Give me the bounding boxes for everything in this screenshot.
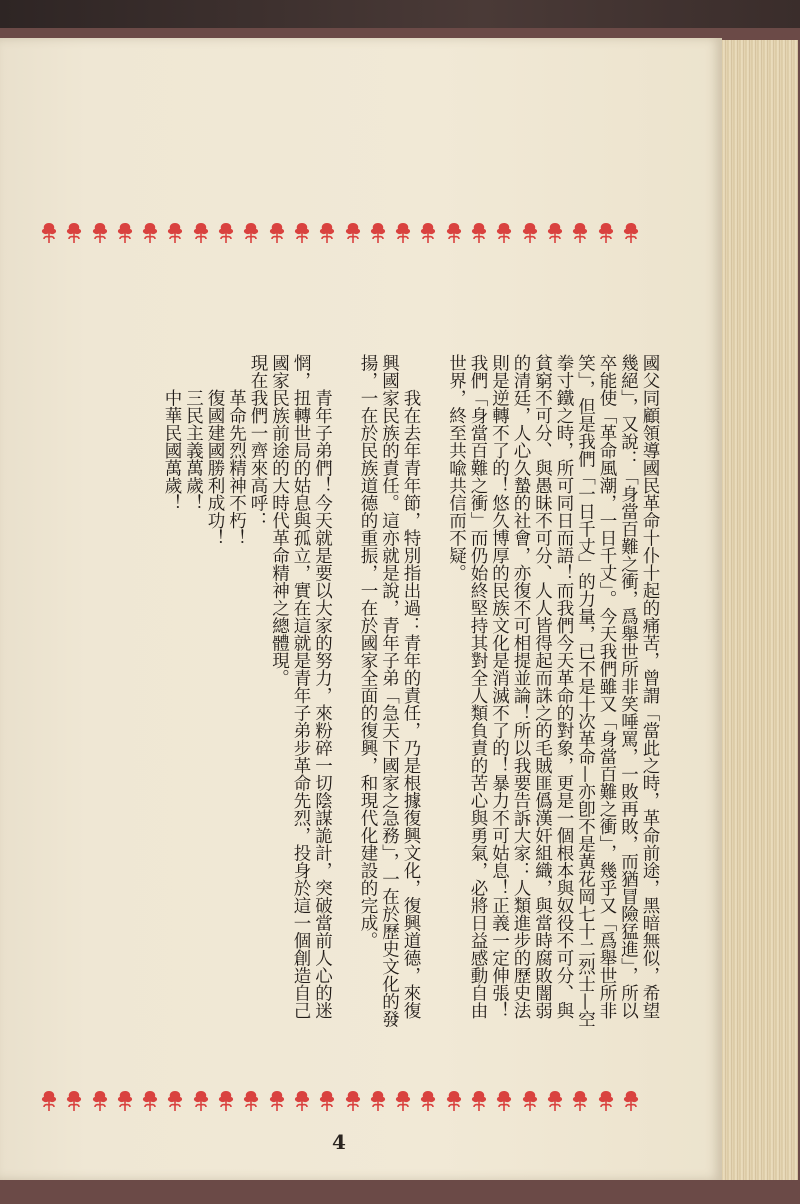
red-flower-icon — [293, 1089, 311, 1113]
red-flower-icon — [546, 221, 564, 245]
red-flower-icon — [91, 221, 109, 245]
red-flower-icon — [318, 1089, 336, 1113]
red-flower-icon — [217, 1089, 235, 1113]
ornament-border-bottom — [40, 1086, 640, 1116]
red-flower-icon — [521, 221, 539, 245]
slogan-3: 三民主義萬歲！ — [183, 389, 204, 512]
red-flower-icon — [470, 221, 488, 245]
ornament-border-top — [40, 218, 640, 248]
paragraph-2: 我在去年青年節，特別指出過：青年的責任，乃是根據復興文化，復興道德，來復興國家民族的責任。這亦就是說，青年子弟「急天下國家之急務」，一在於歷史文化的發揚，一在於民族道德的重振，一在於國家全面的復興，和現代化建設的完成。 — [358, 354, 421, 1028]
red-flower-icon — [369, 1089, 387, 1113]
red-flower-icon — [192, 1089, 210, 1113]
red-flower-icon — [546, 1089, 564, 1113]
red-flower-icon — [40, 1089, 58, 1113]
red-flower-icon — [166, 221, 184, 245]
red-flower-icon — [445, 221, 463, 245]
red-flower-icon — [622, 1089, 640, 1113]
red-flower-icon — [344, 1089, 362, 1113]
red-flower-icon — [571, 221, 589, 245]
slogan-4: 中華民國萬歲！ — [162, 389, 182, 512]
red-flower-icon — [344, 221, 362, 245]
red-flower-icon — [394, 1089, 412, 1113]
red-flower-icon — [597, 221, 615, 245]
red-flower-icon — [318, 221, 336, 245]
red-flower-icon — [65, 1089, 83, 1113]
red-flower-icon — [141, 221, 159, 245]
red-flower-icon — [521, 1089, 539, 1113]
red-flower-icon — [419, 1089, 437, 1113]
red-flower-icon — [495, 221, 513, 245]
page-body — [40, 354, 660, 1034]
red-flower-icon — [91, 1089, 109, 1113]
book-page-edges — [712, 40, 798, 1180]
red-flower-icon — [445, 1089, 463, 1113]
red-flower-icon — [166, 1089, 184, 1113]
red-flower-icon — [217, 221, 235, 245]
paragraph-4: 現在我們一齊來高呼： — [248, 354, 268, 529]
slogan-2: 復國建國勝利成功！ — [205, 389, 225, 547]
red-flower-icon — [116, 1089, 134, 1113]
red-flower-icon — [394, 221, 412, 245]
red-flower-icon — [192, 221, 210, 245]
red-flower-icon — [419, 221, 437, 245]
paragraph-1: 國父同顧領導國民革命十仆十起的痛苦，曾謂「當此之時，革命前途，黑暗無似，希望幾絕」，又說：「身當百難之衝，爲舉世所非笑唾罵，一敗再敗，而猶冒險猛進」，所以卒能使「革命風潮，一日千丈」。今天我們雖又「身當百難之衝」，幾乎又「爲舉世所非笑」，但是我們「一日千丈」的力量，已不是十次革命—亦卽不是黃花岡七十二烈士—空拳寸鐵之時，所可同日而語！而我們今天革命的對象，更是一個根本與奴役不可分、與貧窮不可分、與愚昧不可分、人人皆得起而誅之的毛賊匪僞漢奸組織，與當時腐敗闇弱的清廷，人心久蟄的社會，亦復不可相提並論！所以我要告訴大家：人類進步的歷史法則是逆轉不了的！悠久博厚的民族文化是消滅不了的！暴力不可姑息！正義一定伸張！我們「身當百難之衝」而仍始終堅持其對全人類負責的苦心與勇氣，必將日益感動自由世界，終至共喩共信而不疑。 — [446, 354, 660, 1028]
red-flower-icon — [495, 1089, 513, 1113]
paragraph-3: 青年子弟們！今天就是要以大家的努力，來粉碎一切陰謀詭計，突破當前人心的迷惘，扭轉世局的姑息與孤立，實在這就是青年子弟步革命先烈，投身於這一個創造自己國家民族前途的大時代革命精神之總體現。 — [269, 354, 333, 1019]
red-flower-icon — [242, 1089, 260, 1113]
red-flower-icon — [622, 221, 640, 245]
red-flower-icon — [40, 221, 58, 245]
red-flower-icon — [470, 1089, 488, 1113]
red-flower-icon — [268, 221, 286, 245]
red-flower-icon — [293, 221, 311, 245]
slogan-1: 革命先烈精神不朽！ — [226, 389, 247, 547]
red-flower-icon — [116, 221, 134, 245]
red-flower-icon — [141, 1089, 159, 1113]
red-flower-icon — [597, 1089, 615, 1113]
page-number: 4 — [332, 1130, 346, 1154]
red-flower-icon — [242, 221, 260, 245]
book-page — [0, 38, 722, 1180]
red-flower-icon — [571, 1089, 589, 1113]
red-flower-icon — [65, 221, 83, 245]
red-flower-icon — [369, 221, 387, 245]
red-flower-icon — [268, 1089, 286, 1113]
